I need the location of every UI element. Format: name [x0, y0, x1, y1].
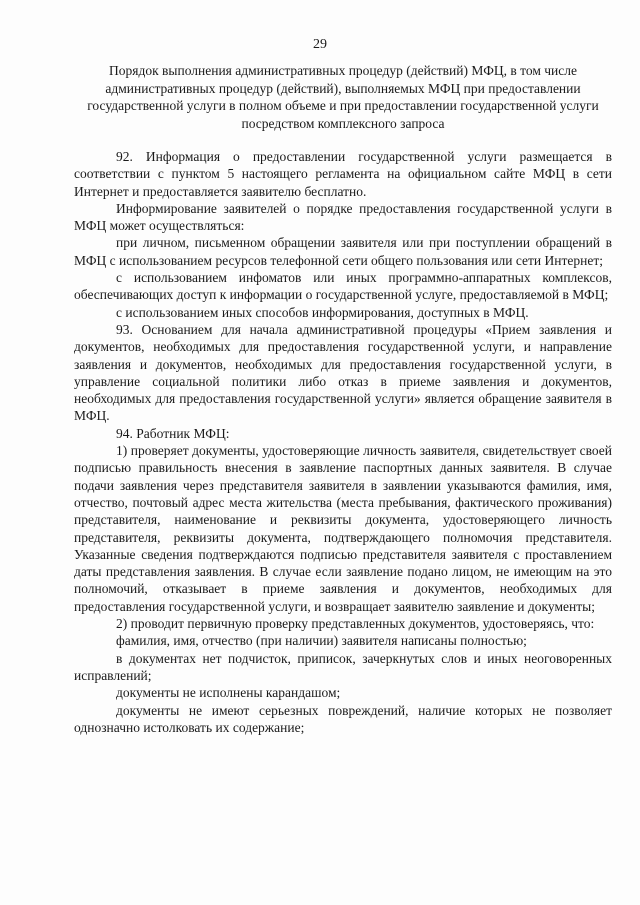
paragraph-94-item-2: 2) проводит первичную проверку представленных документов, удостоверяясь, что:	[116, 616, 595, 632]
paragraph-infomats: с использованием инфоматов или иных программно-аппаратных комплексов, обеспечивающих доступ к информации о государственной услуге, предоставляемой в МФЦ;	[74, 270, 612, 303]
section-title: Порядок выполнения административных процедур (действий) МФЦ, в том числе административных процедур (действий), выполняемых МФЦ при предоставлении государственной услуги в полном объеме и при предоставлении государственной услуги посредством комплексного запроса	[87, 63, 599, 131]
paragraph-check-damage: документы не имеют серьезных повреждений, наличие которых не позволяет однозначно истолковать их содержание;	[74, 702, 612, 735]
paragraph-personal-appeal: при личном, письменном обращении заявителя или при поступлении обращений в МФЦ с использованием ресурсов телефонной сети общего пользования или сети Интернет;	[74, 235, 612, 268]
paragraph-93: 93. Основанием для начала административной процедуры «Прием заявления и документов, необходимых для предоставления государственной услуги, и направление заявления и документов, необходимых для предоставления государственной услуги, в управление социальной политики либо отказ в приеме заявления и документов, необходимых для предоставления государственной услуги» является обращение заявителя в МФЦ.	[74, 321, 612, 424]
paragraph-other-methods: с использованием иных способов информирования, доступных в МФЦ.	[116, 304, 529, 320]
paragraph-94-item-1: 1) проверяет документы, удостоверяющие личность заявителя, свидетельствует своей подписью правильность внесения в заявление паспортных данных заявителя. В случае подачи заявления через представителя заявителя в заявлении указываются фамилия, имя, отчество, почтовый адрес места жительства (места пребывания, фактического проживания) представителя, наименование и реквизиты документа, удостоверяющего личность представителя, реквизиты документа, подтверждающего полномочия представителя. Указанные сведения подтверждаются подписью представителя заявителя с проставлением даты представления заявления. В случае если заявление подано лицом, не имеющим на это полномочий, отказывает в приеме заявления и документов, необходимых для предоставления государственной услуги, и возвращает заявителю заявление и документы;	[74, 443, 612, 614]
paragraph-informing: Информирование заявителей о порядке предоставления государственной услуги в МФЦ может осуществляться:	[74, 200, 612, 234]
paragraph-check-pencil: документы не исполнены карандашом;	[116, 685, 341, 701]
document-body	[74, 148, 612, 736]
paragraph-check-corrections: в документах нет подчисток, приписок, зачеркнутых слов и иных неоговоренных исправлений;	[74, 650, 612, 683]
page-number: 29	[313, 37, 327, 52]
paragraph-94: 94. Работник МФЦ:	[116, 425, 230, 441]
paragraph-check-name: фамилия, имя, отчество (при наличии) заявителя написаны полностью;	[116, 633, 527, 649]
paragraph-92: 92. Информация о предоставлении государственной услуги размещается в соответствии с пунктом 5 настоящего регламента на официальном сайте МФЦ в сети Интернет и предоставляется заявителю бесплатно.	[74, 149, 612, 199]
